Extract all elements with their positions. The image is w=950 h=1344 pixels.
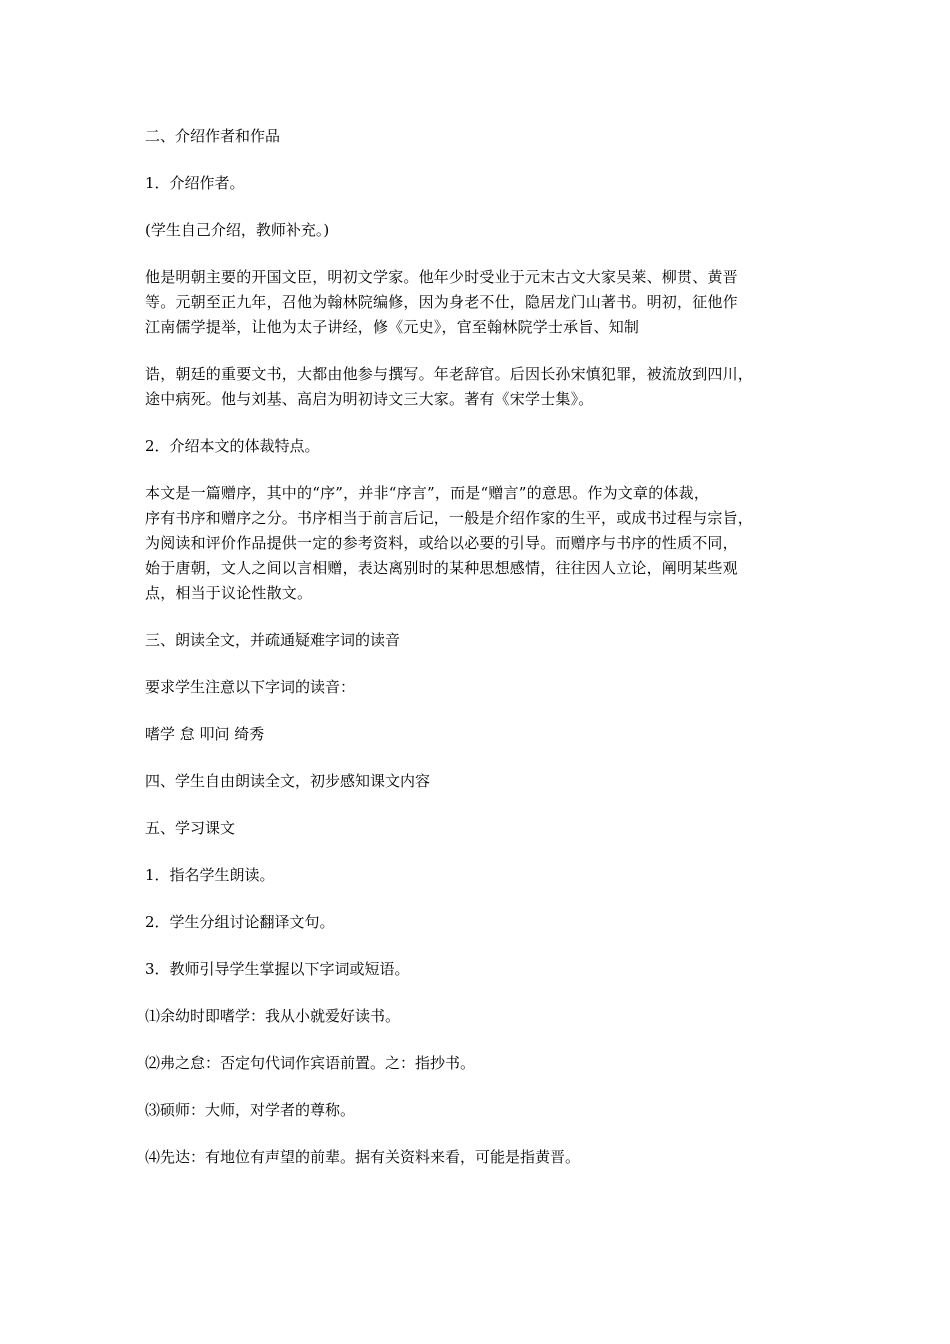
step-group-discussion: 2．学生分组讨论翻译文句。 [145,913,335,931]
text-line: 本文是一篇赠序，其中的“序”，并非“序言”，而是“赠言”的意思。作为文章的体裁， [145,484,710,502]
term-item-1: ⑴余幼时即嗜学：我从小就爱好读书。 [145,1007,401,1025]
term-item-4: ⑷先达：有地位有声望的前辈。据有关资料来看，可能是指黄晋。 [145,1148,581,1166]
author-bio-paragraph-2 [145,362,810,412]
item-introduce-author: 1．介绍作者。 [145,174,245,192]
section-heading-2: 二、介绍作者和作品 [145,127,281,145]
section-heading-3 [145,628,810,653]
text-line: 等。元朝至正九年，召他为翰林院编修，因为身老不仕，隐居龙门山著书。明初，征他作 [145,293,738,311]
text-line: 江南儒学提举，让他为太子讲经，修《元史》，官至翰林院学士承旨、知制 [145,318,640,336]
text-line: 始于唐朝，文人之间以言相赠，表达离别时的某种思想感情，往往因人立论，阐明某些观 [145,559,738,577]
pronunciation-words: 嗜学 怠 叩问 绮秀 [145,725,265,743]
text-line: 诰，朝廷的重要文书，大都由他参与撰写。年老辞官。后因长孙宋慎犯罪，被流放到四川， [145,365,754,383]
term-item-2: ⑵弗之怠：否定句代词作宾语前置。之：指抄书。 [145,1054,476,1072]
text-line: 他是明朝主要的开国文臣，明初文学家。他年少时受业于元末古文大家吴莱、柳贯、黄晋 [145,268,738,286]
text-line: 点，相当于议论性散文。 [145,584,313,602]
author-bio-paragraph-1 [145,265,810,340]
step-read-aloud: 1．指名学生朗读。 [145,866,275,884]
note-student-intro: (学生自己介绍，教师补充。) [145,221,330,239]
genre-paragraph [145,481,810,606]
item-genre-features: 2．介绍本文的体裁特点。 [145,437,320,455]
text-line: 为阅读和评价作品提供一定的参考资料，或给以必要的引导。而赠序与书序的性质不同， [145,534,738,552]
section-heading-4: 四、学生自由朗读全文，初步感知课文内容 [145,772,431,790]
pronunciation-instruction: 要求学生注意以下字词的读音： [145,678,356,696]
document-body [145,124,810,1192]
term-item-3: ⑶硕师：大师，对学者的尊称。 [145,1101,356,1119]
heading-text: 三、朗读全文，并疏通疑难字词的读音 [145,631,401,649]
text-line: 途中病死。他与刘基、高启为明初诗文三大家。著有《宋学士集》。 [145,390,594,408]
text-line: 序有书序和赠序之分。书序相当于前言后记，一般是介绍作家的生平，或成书过程与宗旨， [145,509,754,527]
section-heading-5: 五、学习课文 [145,819,236,837]
step-teacher-guidance: 3．教师引导学生掌握以下字词或短语。 [145,960,410,978]
